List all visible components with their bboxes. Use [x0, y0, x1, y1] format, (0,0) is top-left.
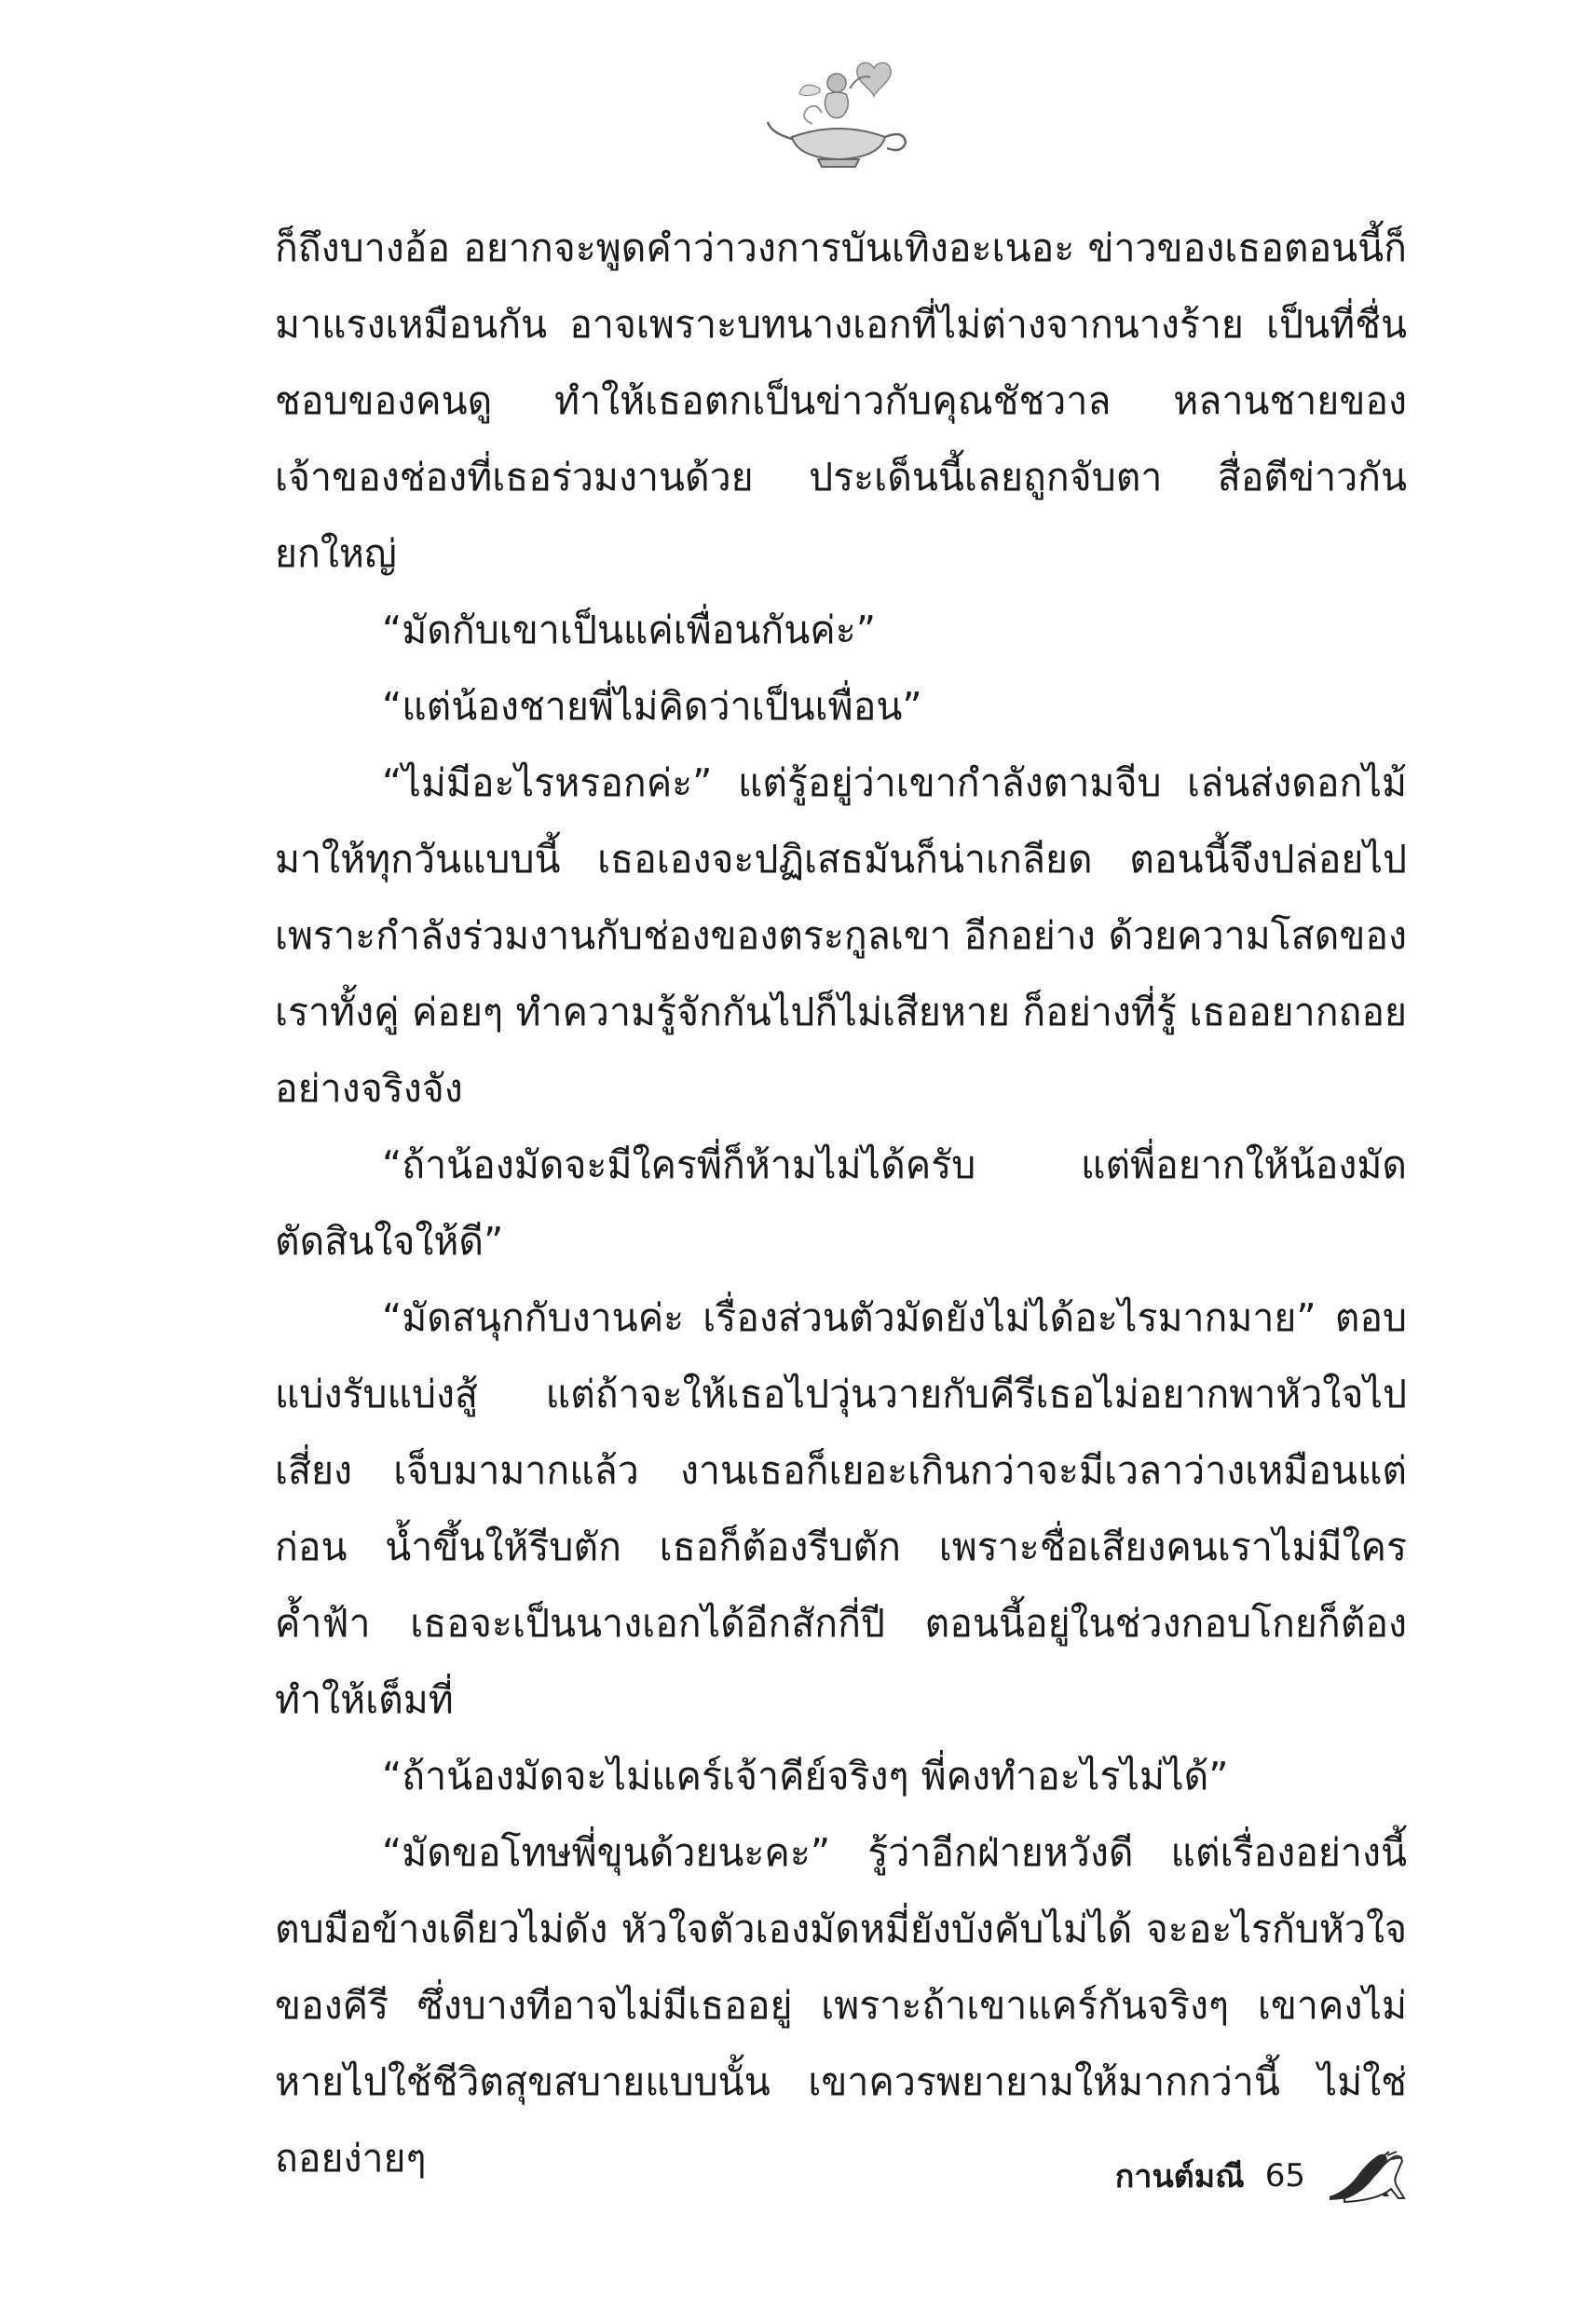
paragraph-4: “ไม่มีอะไรหรอกค่ะ” แต่รู้อยู่ว่าเขากำลังตามจีบ เล่นส่งดอกไม้มาให้ทุกวันแบบนี้ เธอเองจะปฏิเสธมันก็น่าเกลียด ตอนนี้จึงปล่อยไปเพราะกำลังร่วมงานกับช่องของตระกูลเขา อีกอย่าง ด้วยความโสดของเราทั้งคู่ ค่อยๆ ทำความรู้จักกันไปก็ไม่เสียหาย ก็อย่างที่รู้ เธออยากถอยอย่างจริงจัง: [275, 760, 1407, 1111]
paragraph-7: “ถ้าน้องมัดจะไม่แคร์เจ้าคีย์จริงๆ พี่คงทำอะไรไม่ได้”: [382, 1754, 1229, 1798]
paragraph-3: “แต่น้องชายพี่ไม่คิดว่าเป็นเพื่อน”: [382, 684, 922, 729]
page-footer: [1115, 2143, 1414, 2208]
paragraph-8: “มัดขอโทษพี่ขุนด้วยนะคะ” รู้ว่าอีกฝ่ายหวังดี แต่เรื่องอย่างนี้ตบมือข้างเดียวไม่ดัง หัวใจตัวเองมัดหมี่ยังบังคับไม่ได้ จะอะไรกับหัวใจของคีรี ซึ่งบางทีอาจไม่มีเธออยู่ เพราะถ้าเขาแคร์กันจริงๆ เขาคงไม่หายไปใช้ชีวิตสุขสบายแบบนั้น เขาควรพยายามให้มากกว่านี้ ไม่ใช่ถอยง่ายๆ: [275, 1830, 1407, 2181]
page-number: 65: [1264, 2157, 1305, 2195]
cupid-teapot-icon: [764, 51, 913, 172]
book-title: กานต์มณี: [1114, 2158, 1245, 2195]
paragraph-1: ก็ถึงบางอ้อ อยากจะพูดคำว่าวงการบันเทิงอะเนอะ ข่าวของเธอตอนนี้ก็มาแรงเหมือนกัน อาจเพราะบทนางเอกที่ไม่ต่างจากนางร้าย เป็นที่ชื่นชอบของคนดู ทำให้เธอตกเป็นข่าวกับคุณชัชวาล หลานชายของเจ้าของช่องที่เธอร่วมงานด้วย ประเด็นนี้เลยถูกจับตา สื่อตีข่าวกันยกใหญ่: [275, 226, 1407, 576]
paragraph-2: “มัดกับเขาเป็นแค่เพื่อนกันค่ะ”: [382, 608, 876, 652]
story-body: [275, 210, 1407, 2196]
paragraph-5: “ถ้าน้องมัดจะมีใครพี่ก็ห้ามไม่ได้ครับ แต่พี่อยากให้น้องมัดตัดสินใจให้ดี”: [275, 1142, 1407, 1264]
paragraph-6: “มัดสนุกกับงานค่ะ เรื่องส่วนตัวมัดยังไม่ได้อะไรมากมาย” ตอบแบ่งรับแบ่งสู้ แต่ถ้าจะให้เธอไปวุ่นวายกับคีรีเธอไม่อยากพาหัวใจไปเสี่ยง เจ็บมามากแล้ว งานเธอก็เยอะเกินกว่าจะมีเวลาว่างเหมือนแต่ก่อน น้ำขึ้นให้รีบตัก เธอก็ต้องรีบตัก เพราะชื่อเสียงคนเราไม่มีใครค้ำฟ้า เธอจะเป็นนางเอกได้อีกสักกี่ปี ตอนนี้อยู่ในช่วงกอบโกยก็ต้องทำให้เต็มที่: [275, 1295, 1407, 1722]
high-heel-shoes-icon: [1326, 2148, 1414, 2204]
